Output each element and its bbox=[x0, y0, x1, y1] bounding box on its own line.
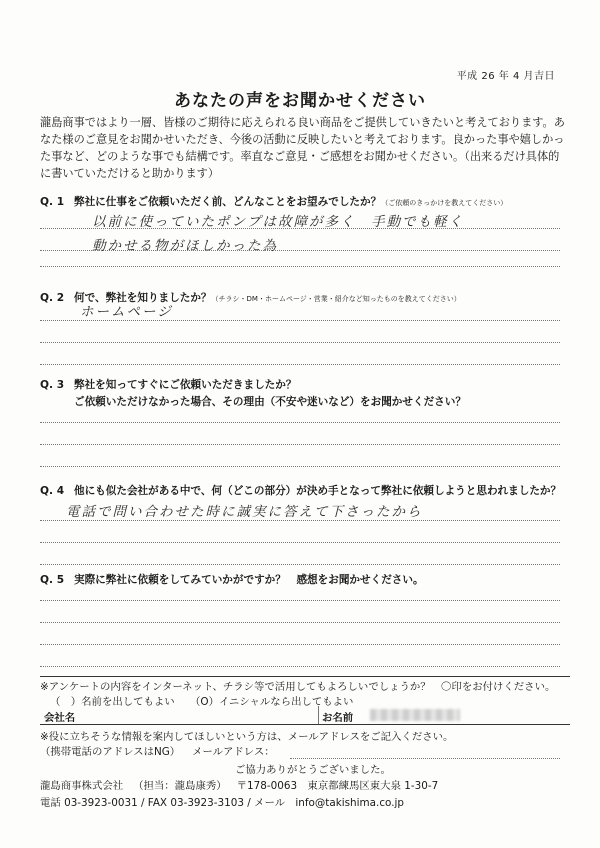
answer-line bbox=[40, 666, 560, 667]
footer-address: 〒178-0063 東京都練馬区東大泉 1-30-7 bbox=[236, 780, 439, 792]
person-name-label: お名前 bbox=[322, 712, 354, 724]
answer-line bbox=[40, 466, 560, 467]
answer-1-line-2: 動かせる物がほしかった為 bbox=[92, 238, 278, 254]
answer-line bbox=[40, 266, 560, 267]
intro-text: 瀧島商事ではより一層、皆様のご期待に応えられる良い商品をご提供していきたいと考えております。あなた様のご意見をお聞かせいただき、今後の活動に反映したいと考えております。良かった事や嬉しかった事など、どのような事でも結構です。率直なご意見・ご感想をお聞かせください。（出来るだけ具体的に書いていただけると助かります） bbox=[40, 116, 565, 180]
thanks-text: ご協力ありがとうございました。 bbox=[235, 764, 391, 776]
consent-question: ※アンケートの内容をインターネット、チラシ等で活用してもよろしいでしょうか？ 〇印をお付けください。 bbox=[40, 681, 556, 693]
answer-line bbox=[40, 342, 560, 343]
answer-line bbox=[40, 644, 560, 645]
answer-line bbox=[40, 622, 560, 623]
answer-line bbox=[40, 564, 560, 565]
question-5 bbox=[40, 572, 570, 589]
answer-line bbox=[40, 364, 560, 365]
question-2-text: 何で、弊社を知りましたか？ bbox=[74, 292, 212, 304]
question-3-sub: ご依頼いただけなかった場合、その理由（不安や迷いなど）をお聞かせください？ bbox=[74, 396, 466, 408]
question-3-text: 弊社を知ってすぐにご依頼いただきましたか？ bbox=[74, 379, 297, 391]
answer-line bbox=[40, 444, 560, 445]
page-title: あなたの声をお聞かせください bbox=[174, 91, 426, 111]
answer-line bbox=[40, 320, 560, 321]
field-divider bbox=[318, 706, 319, 724]
question-2-note: （チラシ・DM・ホームページ・営業・紹介など知ったものを教えてください） bbox=[211, 295, 461, 303]
question-3-number: Q. 3 bbox=[40, 379, 65, 391]
question-5-text: 実際に弊社に依頼をしてみていかがですか？ 感想をお聞かせください。 bbox=[74, 574, 424, 586]
document-date: 平成 26 年 4 月吉日 bbox=[456, 71, 555, 82]
question-4 bbox=[40, 483, 570, 500]
name-fields bbox=[40, 706, 570, 725]
email-request: ※役に立ちそうな情報を案内してほしいという方は、メールアドレスをご記入ください。 bbox=[40, 731, 454, 743]
email-note: （携帯電話のアドレスはNG） bbox=[40, 746, 181, 758]
consent-option-name[interactable]: （ ）名前を出してもよい bbox=[50, 696, 175, 708]
answer-line bbox=[40, 542, 560, 543]
question-4-number: Q. 4 bbox=[40, 485, 65, 497]
answer-line bbox=[40, 228, 560, 229]
answer-1-line-1: 以前に使っていたポンプは故障が多く 手動でも軽く bbox=[92, 214, 464, 230]
answer-line bbox=[40, 520, 560, 521]
answer-line bbox=[40, 422, 560, 423]
question-2-number: Q. 2 bbox=[40, 292, 65, 304]
email-label: メールアドレス： bbox=[192, 746, 275, 758]
question-4-text: 他にも似た会社がある中で、何（どこの部分）が決め手となって弊社に依頼しようと思われましたか？ bbox=[74, 485, 562, 497]
footer-line-1 bbox=[40, 777, 570, 795]
question-3 bbox=[40, 377, 570, 411]
answer-4-line-1: 電話で問い合わせた時に誠実に答えて下さったから bbox=[66, 504, 423, 520]
answer-line bbox=[40, 250, 560, 251]
section-divider bbox=[40, 676, 570, 677]
company-name-label: 会社名 bbox=[44, 712, 76, 724]
answer-2-line-1: ホームページ bbox=[80, 304, 173, 320]
email-field[interactable] bbox=[290, 758, 560, 759]
question-1-text: 弊社に仕事をご依頼いただく前、どんなことをお望みでしたか？ bbox=[74, 196, 382, 208]
question-1-number: Q. 1 bbox=[40, 196, 65, 208]
question-1-note: （ご依頼のきっかけを教えてください） bbox=[381, 199, 508, 207]
footer-line-2: 電話 03-3923-0031 / FAX 03-3923-3103 / メール info@takishima.co.jp bbox=[40, 797, 404, 809]
footer-contact: （担当：瀧島康秀） bbox=[133, 780, 227, 792]
question-5-number: Q. 5 bbox=[40, 574, 65, 586]
consent-option-initials[interactable]: （O）イニシャルなら出してもよい bbox=[190, 696, 354, 708]
answer-line bbox=[40, 600, 560, 601]
redacted-name bbox=[370, 709, 460, 721]
footer-company: 瀧島商事株式会社 bbox=[40, 780, 124, 792]
